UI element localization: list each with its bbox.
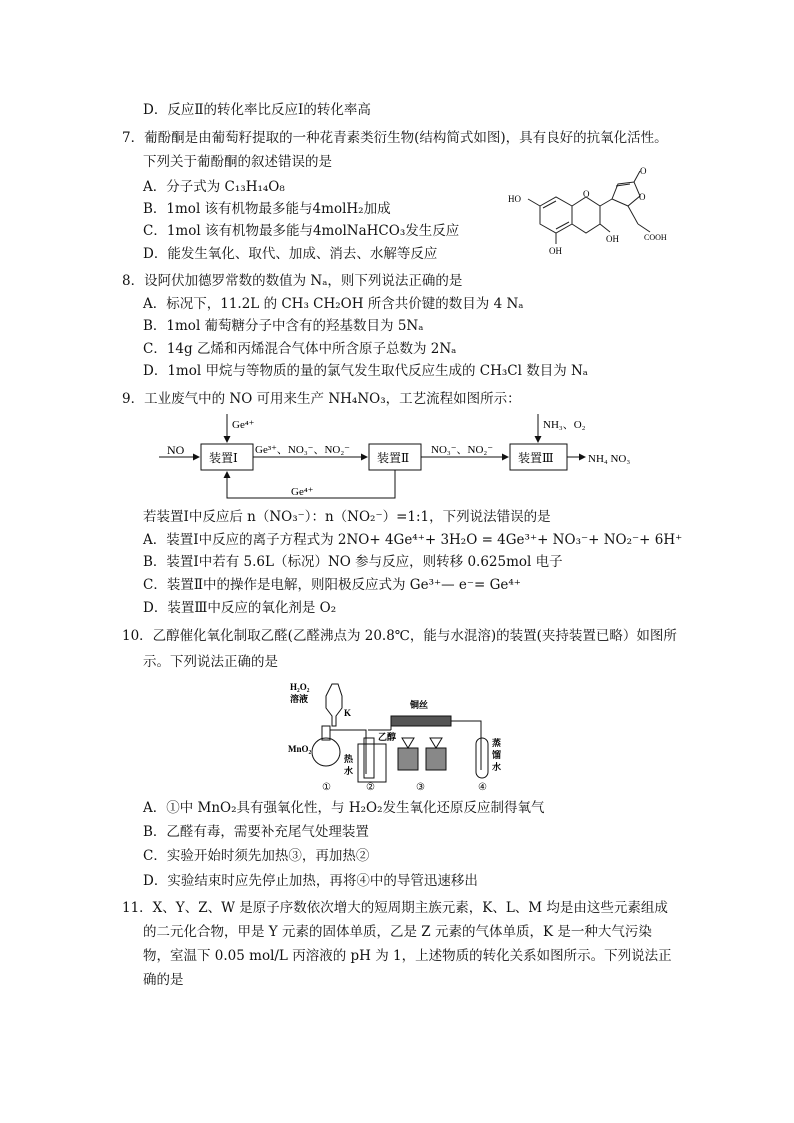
label-1: ①: [322, 782, 331, 793]
ho-label: HO: [508, 194, 521, 204]
q7-option-b: B．1mol 该有机物最多能与4molH₂加成: [143, 201, 391, 217]
flow-back-label: Ge⁴⁺: [291, 486, 314, 498]
flow-box-2-label: 装置Ⅱ: [377, 451, 410, 465]
flow-input: NO: [167, 443, 185, 457]
q7-option-a: A．分子式为 C₁₃H₁₄O₈: [143, 179, 285, 195]
label-4: ④: [478, 782, 487, 793]
distilled-label-1: 蒸: [492, 738, 502, 748]
flow-top-3: NH₃、O₂: [543, 419, 586, 431]
apparatus-diagram: [286, 678, 526, 794]
ethanol-label: 乙醇: [378, 732, 397, 742]
distilled-label-3: 水: [492, 762, 502, 772]
hot-label-2: 水: [344, 766, 354, 776]
mno2-label: MnO₂: [288, 744, 312, 754]
k-label: K: [344, 708, 352, 718]
q10-option-d: D．实验结束时应先停止加热，再将④中的导管迅速移出: [143, 873, 478, 889]
q8-option-b: B．1mol 葡萄糖分子中含有的羟基数目为 5Nₐ: [143, 318, 424, 334]
grapeseed-molecule-diagram: [500, 166, 680, 266]
q6-option-d: D．反应Ⅱ的转化率比反应Ⅰ的转化率高: [143, 102, 371, 118]
flow-box-3-label: 装置Ⅲ: [518, 451, 554, 465]
q11-stem-1: 11．X、Y、Z、W 是原子序数依次增大的短周期主族元素，K、L、M 均是由这些元素组成: [122, 900, 668, 916]
q7-option-d: D．能发生氧化、取代、加成、消去、水解等反应: [143, 246, 438, 262]
q7-stem: 7．葡酚酮是由葡萄籽提取的一种花青素类衍生物(结构简式如图)，具有良好的抗氧化活性。: [122, 130, 668, 146]
process-flow-diagram: [155, 412, 645, 504]
q10-option-b: B．乙醛有毒，需要补充尾气处理装置: [143, 824, 369, 840]
q9-option-a: A．装置Ⅰ中反应的离子方程式为 2NO+ 4Ge⁴⁺+ 3H₂O = 4Ge³⁺+ NO₃⁻+ NO₂⁻+ 6H⁺: [143, 532, 683, 548]
flow-arrow-2-3: NO₃⁻、NO₂⁻: [431, 444, 494, 456]
hot-label-1: 热: [344, 754, 354, 764]
ring-oxygen-label: O: [583, 189, 590, 199]
q10-stem: 10．乙醇催化氧化制取乙醛(乙醛沸点为 20.8℃，能与水混溶)的装置(夹持装置已略）如图所: [122, 628, 677, 644]
q7-option-c: C．1mol 该有机物最多能与4molNaHCO₃发生反应: [143, 223, 460, 239]
lactone-oxygen-label: O: [639, 192, 646, 202]
flow-top-in: Ge⁴⁺: [232, 419, 255, 431]
q8-option-d: D．1mol 甲烷与等物质的量的氯气发生取代反应生成的 CH₃Cl 数目为 Nₐ: [143, 363, 589, 379]
q8-option-a: A．标况下，11.2L 的 CH₃ CH₂OH 所含共价键的数目为 4 Nₐ: [143, 296, 524, 312]
q9-stem: 9．工业废气中的 NO 可用来生产 NH₄NO₃，工艺流程如图所示：: [122, 391, 521, 407]
flow-output: NH₄ NO₃: [588, 453, 631, 465]
distilled-label-2: 馏: [492, 750, 502, 760]
q11-stem-2: 的二元化合物，甲是 Y 元素的固体单质，乙是 Z 元素的气体单质，K 是一种大气污染: [143, 924, 652, 940]
oh-label-bottom: OH: [549, 246, 562, 256]
flow-box-1-label: 装置Ⅰ: [209, 451, 238, 465]
q9-option-b: B．装置Ⅰ中若有 5.6L（标况）NO 参与反应，则转移 0.625mol 电子: [143, 554, 563, 570]
q10-option-a: A．①中 MnO₂具有强氧化性，与 H₂O₂发生氧化还原反应制得氧气: [143, 800, 545, 816]
flow-arrow-1-2: Ge³⁺、NO₃⁻、NO₂⁻: [255, 444, 350, 456]
q9-stem-2: 若装置Ⅰ中反应后 n（NO₃⁻）：n（NO₂⁻）=1:1，下列说法错误的是: [143, 509, 551, 525]
q10-option-c: C．实验开始时须先加热③，再加热②: [143, 848, 370, 864]
q11-stem-4: 确的是: [143, 972, 184, 988]
q9-option-d: D．装置Ⅲ中反应的氧化剂是 O₂: [143, 600, 337, 616]
h2o2-label: H₂O₂: [290, 682, 310, 692]
q7-stem-2: 下列关于葡酚酮的叙述错误的是: [143, 154, 332, 170]
label-3: ③: [416, 782, 425, 793]
carbonyl-oxygen-label: O: [640, 166, 647, 176]
oh-label-right: OH: [606, 234, 619, 244]
q9-option-c: C．装置Ⅱ中的操作是电解，则阳极反应式为 Ge³⁺— e⁻= Ge⁴⁺: [143, 577, 521, 593]
copper-label: 铜丝: [410, 700, 429, 710]
label-2: ②: [366, 782, 375, 793]
solution-label: 溶液: [290, 694, 309, 704]
q10-stem-2: 示。下列说法正确的是: [143, 654, 278, 670]
q8-option-c: C．14g 乙烯和丙烯混合气体中所含原子总数为 2Nₐ: [143, 341, 457, 357]
q11-stem-3: 物，室温下 0.05 mol/L 丙溶液的 pH 为 1，上述物质的转化关系如图所示。下列说法正: [143, 948, 672, 964]
cooh-label: COOH: [644, 233, 667, 242]
q8-stem: 8．设阿伏加德罗常数的数值为 Nₐ，则下列说法正确的是: [122, 273, 463, 289]
